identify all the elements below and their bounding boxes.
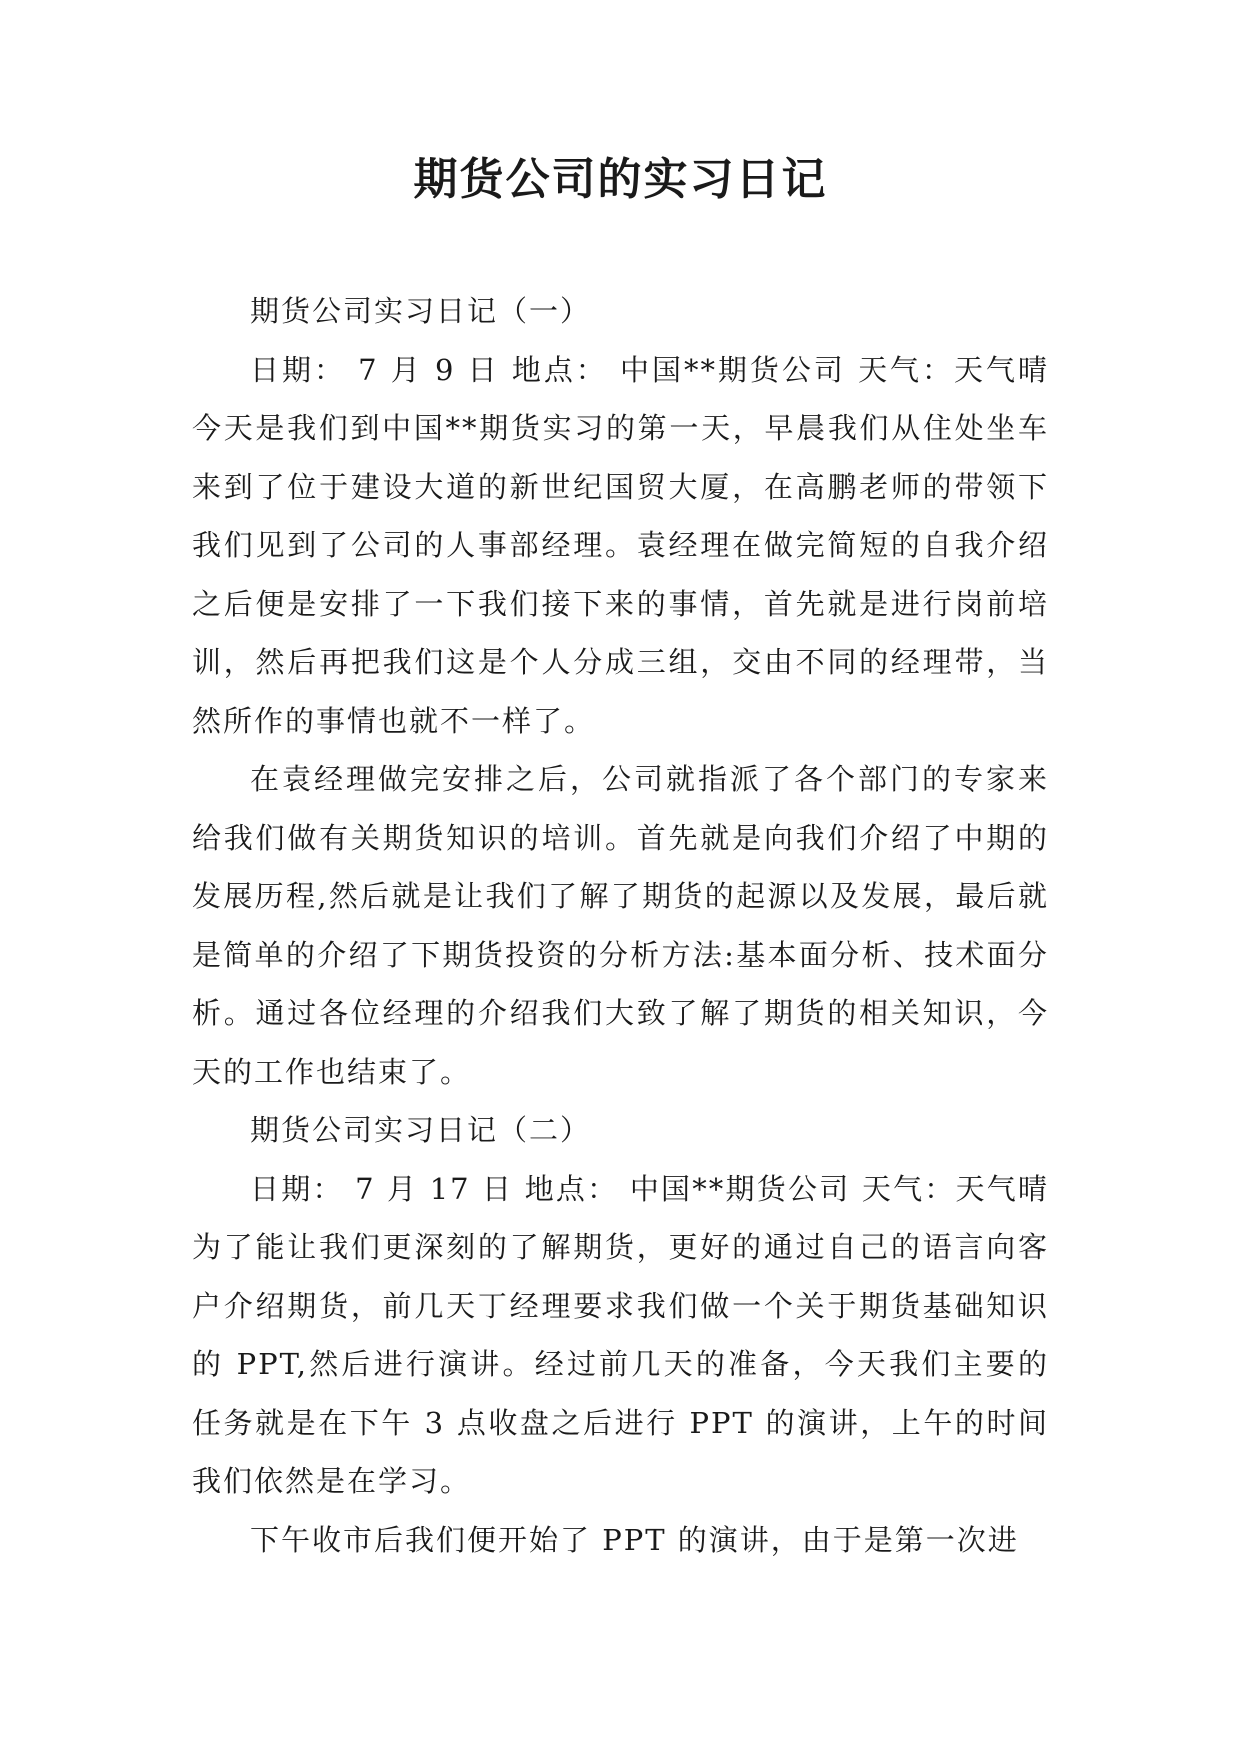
diary-heading-1: 期货公司实习日记（一）: [250, 294, 592, 328]
document-body: [192, 282, 1049, 1569]
diary-paragraph-1: 日期： 7 月 9 日 地点： 中国**期货公司 天气：天气晴今天是我们到中国**期货实习的第一天，早晨我们从住处坐车来到了位于建设大道的新世纪国贸大厦，在高鹏老师的带领下我们见到了公司的人事部经理。袁经理在做完简短的自我介绍之后便是安排了一下我们接下来的事情，首先就是进行岗前培训，然后再把我们这是个人分成三组，交由不同的经理带，当然所作的事情也就不一样了。: [192, 352, 1049, 738]
diary-heading-2: 期货公司实习日记（二）: [250, 1113, 592, 1147]
document-title: 期货公司的实习日记: [413, 154, 828, 205]
diary-paragraph-3: 日期： 7 月 17 日 地点： 中国**期货公司 天气：天气晴为了能让我们更深刻的了解期货，更好的通过自己的语言向客户介绍期货，前几天丁经理要求我们做一个关于期货基础知识的 PPT,然后进行演讲。经过前几天的准备，今天我们主要的任务就是在下午 3 点收盘之后进行 PPT 的演讲，上午的时间我们依然是在学习。: [192, 1171, 1049, 1498]
diary-paragraph-4: 下午收市后我们便开始了 PPT 的演讲，由于是第一次进: [250, 1522, 1019, 1557]
diary-paragraph-2: 在袁经理做完安排之后，公司就指派了各个部门的专家来给我们做有关期货知识的培训。首先就是向我们介绍了中期的发展历程,然后就是让我们了解了期货的起源以及发展，最后就是简单的介绍了下期货投资的分析方法:基本面分析、技术面分析。通过各位经理的介绍我们大致了解了期货的相关知识，今天的工作也结束了。: [192, 762, 1049, 1089]
